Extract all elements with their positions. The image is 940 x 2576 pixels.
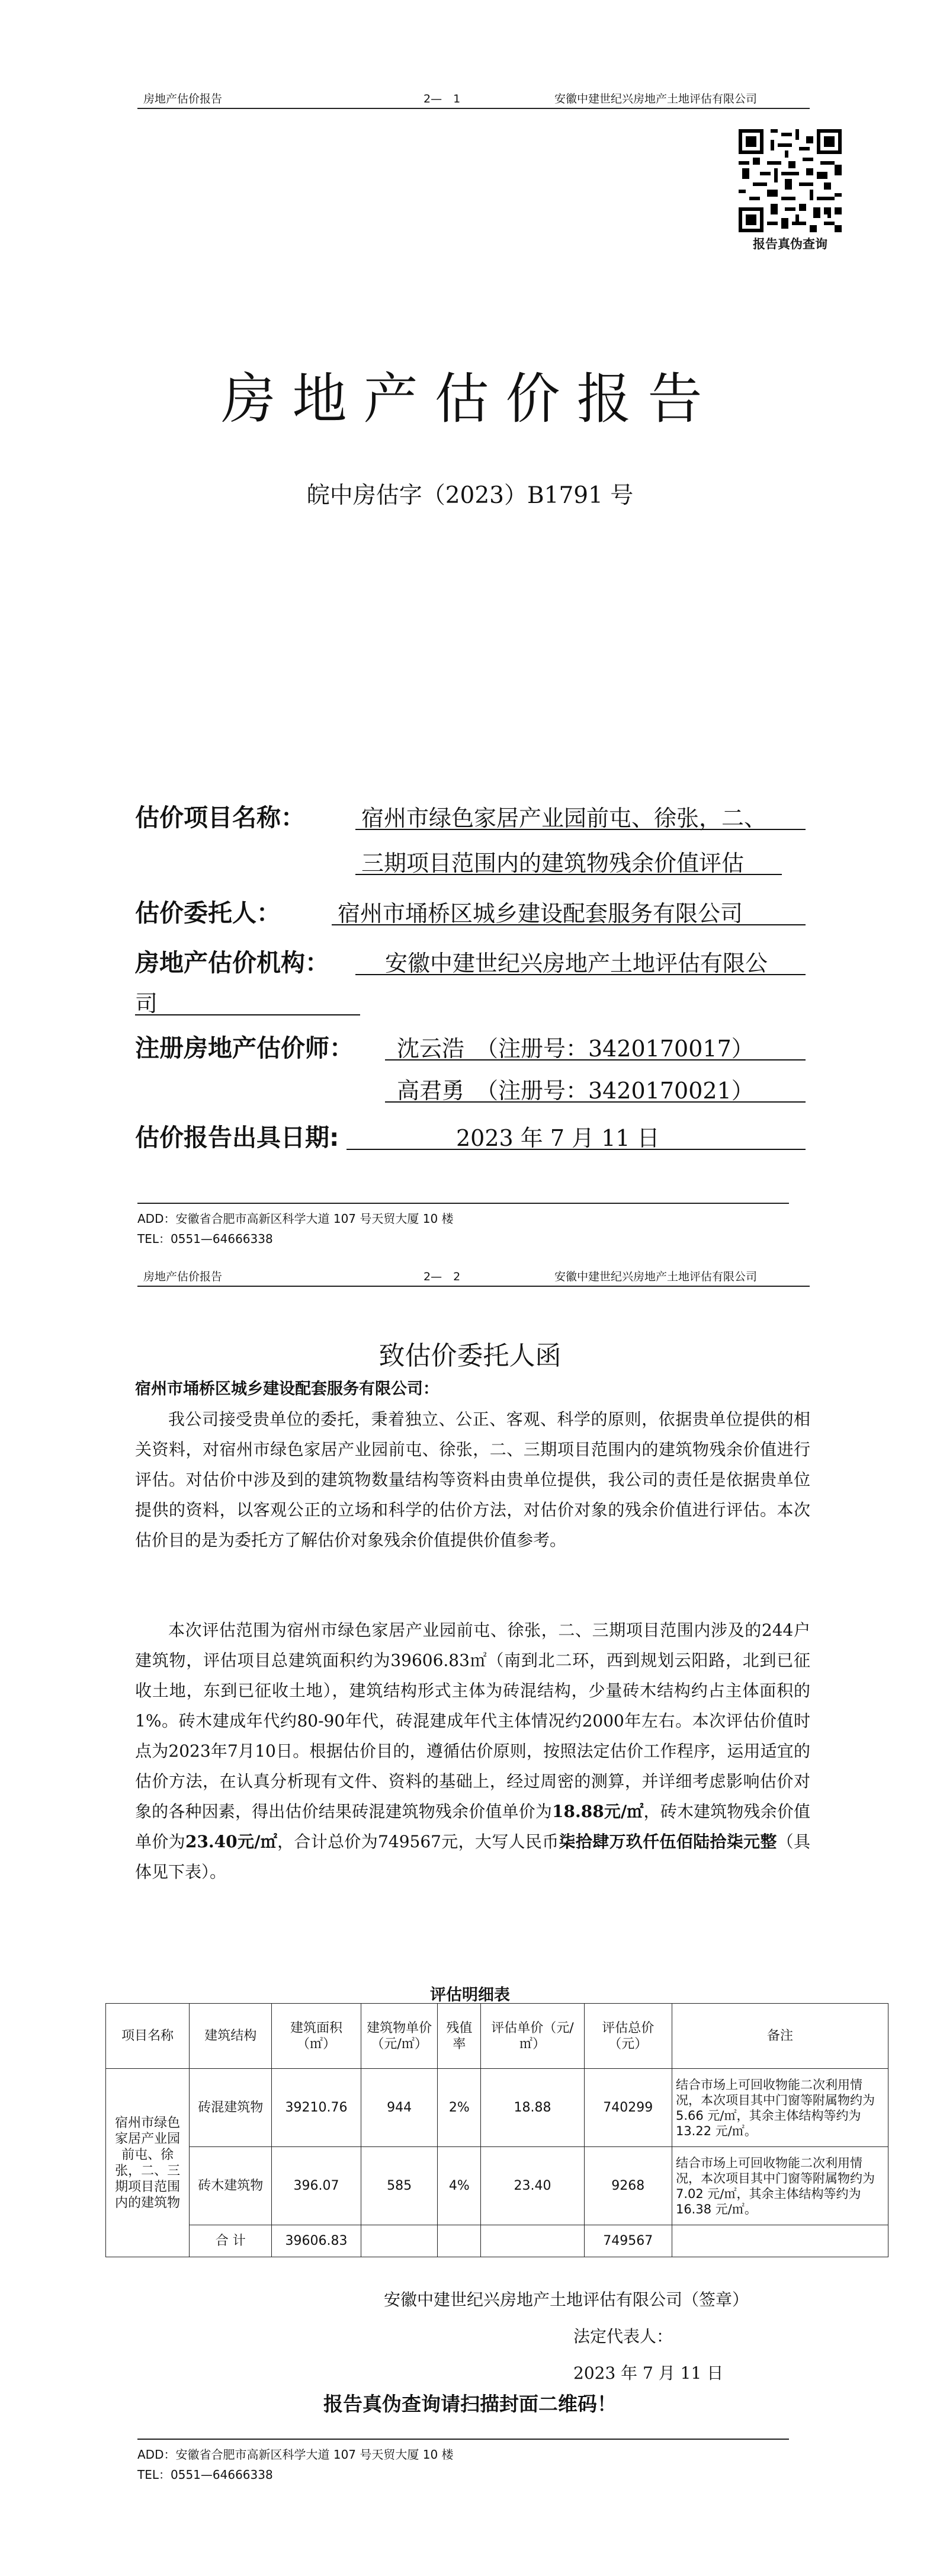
project-name-line1: 宿州市绿色家居产业园前屯、徐张，二、 bbox=[361, 805, 767, 831]
table-row: 砖木建筑物 396.07 585 4% 23.40 9268 结合市场上可回收物能二次利用情况，本次项目其中门窗等附属物约为 7.02 元/㎡，其余主体结构等约为 16.38 元/㎡。 bbox=[106, 2147, 888, 2225]
appraiser-label: 注册房地产估价师： bbox=[135, 1034, 354, 1062]
table-header: 建筑物单价（元/㎡） bbox=[361, 2004, 438, 2069]
page1-header-page: 2— 1 bbox=[424, 92, 461, 105]
total-amount-chinese: 柒拾肆万玖仟伍佰陆拾柒元整 bbox=[559, 1832, 777, 1851]
table-header: 评估单价（元/㎡） bbox=[481, 2004, 584, 2069]
page1-header-right: 安徽中建世纪兴房地产土地评估有限公司 bbox=[554, 92, 758, 105]
table-header: 建筑面积（㎡） bbox=[272, 2004, 361, 2069]
table-header: 项目名称 bbox=[106, 2004, 190, 2069]
project-name-label: 估价项目名称： bbox=[135, 803, 305, 832]
project-name-line2: 三期项目范围内的建筑物残余价值评估 bbox=[361, 850, 745, 876]
table-header: 评估总价（元） bbox=[584, 2004, 672, 2069]
report-number: 皖中房估字（2023）B1791 号 bbox=[306, 482, 634, 509]
qr-code-icon[interactable] bbox=[739, 129, 842, 232]
table-row: 宿州市绿色家居产业园前屯、徐张，二、三期项目范围内的建筑物 砖混建筑物 39210.76 944 2% 18.88 740299 结合市场上可回收物能二次利用情况，本次项目其中门窗等附属物约为 5.66 元/㎡，其余主体结构等约为 13.22 元/㎡。 bbox=[106, 2069, 888, 2147]
page1-header-rule bbox=[137, 108, 810, 109]
page1-footer-tel: TEL：0551—64666338 bbox=[137, 1232, 273, 1246]
client-value: 宿州市埇桥区城乡建设配套服务有限公司 bbox=[338, 901, 743, 927]
report-date-value: 2023 年 7 月 11 日 bbox=[456, 1125, 660, 1151]
page2-header-left: 房地产估价报告 bbox=[143, 1270, 223, 1283]
table-sum-row: 合 计 39606.83 749567 bbox=[106, 2225, 888, 2257]
agency-line1: 安徽中建世纪兴房地产土地评估有限公 bbox=[385, 950, 768, 976]
agency-line2: 司 bbox=[135, 991, 158, 1017]
brick-concrete-unit-price: 18.88元/㎡ bbox=[552, 1802, 644, 1821]
table-header: 残值率 bbox=[438, 2004, 481, 2069]
agency-label: 房地产估价机构： bbox=[135, 949, 329, 977]
valuation-detail-table bbox=[105, 2003, 888, 2257]
letter-heading: 致估价委托人函 bbox=[378, 1341, 562, 1371]
page2-footer-tel: TEL：0551—64666338 bbox=[137, 2468, 273, 2482]
appraiser-2: 高君勇 （注册号：3420170021） bbox=[397, 1078, 754, 1104]
page2-footer-address: ADD：安徽省合肥市高新区科学大道 107 号天贸大厦 10 楼 bbox=[137, 2447, 454, 2462]
signature-company: 安徽中建世纪兴房地产土地评估有限公司（签章） bbox=[384, 2290, 749, 2309]
page2-header-right: 安徽中建世纪兴房地产土地评估有限公司 bbox=[554, 1270, 758, 1283]
letter-paragraph-2: 本次评估范围为宿州市绿色家居产业园前屯、徐张，二、三期项目范围内涉及的244户建筑物，评估项目总建筑面积约为39606.83㎡（南到北二环，西到规划云阳路，北到已征收土地，东到已征收土地），建筑结构形式主体为砖混结构，少量砖木结构约占主体面积的1%。砖木建成年代约80-90年代，砖混建成年代主体情况约2000年左右。本次评估价值时点为2023年7月10日。根据估价目的，遵循估价原则，按照法定估价工作程序，运用适宜的估价方法，在认真分析现有文件、资料的基础上，经过周密的测算，并详细考虑影响估价对象的各种因素，得出估价结果砖混建筑物残余价值单价为18.88元/㎡，砖木建筑物残余价值单价为23.40元/㎡，合计总价为749567元，大写人民币柒拾肆万玖仟伍佰陆拾柒元整（具体见下表）。 bbox=[135, 1620, 810, 1882]
client-label: 估价委托人： bbox=[135, 899, 281, 927]
brick-wood-unit-price: 23.40元/㎡ bbox=[185, 1832, 278, 1851]
report-title: 房地产估价报告 bbox=[221, 367, 719, 431]
table-header: 备注 bbox=[672, 2004, 888, 2069]
table-header: 建筑结构 bbox=[190, 2004, 272, 2069]
page1-header-left: 房地产估价报告 bbox=[143, 92, 223, 105]
table-title: 评估明细表 bbox=[430, 1986, 510, 2004]
project-name-cell: 宿州市绿色家居产业园前屯、徐张，二、三期项目范围内的建筑物 bbox=[106, 2069, 190, 2257]
authenticity-notice: 报告真伪查询请扫描封面二维码！ bbox=[323, 2392, 617, 2415]
page1-footer-address: ADD：安徽省合肥市高新区科学大道 107 号天贸大厦 10 楼 bbox=[137, 1212, 454, 1226]
letter-addressee: 宿州市埇桥区城乡建设配套服务有限公司： bbox=[135, 1380, 439, 1398]
legal-representative: 法定代表人： bbox=[573, 2327, 673, 2346]
letter-paragraph-1: 我公司接受贵单位的委托，秉着独立、公正、客观、科学的原则，依据贵单位提供的相关资料，对宿州市绿色家居产业园前屯、徐张，二、三期项目范围内的建筑物残余价值进行评估。对估价中涉及到的建筑物数量结构等资料由贵单位提供，我公司的责任是依据贵单位提供的资料，以客观公正的立场和科学的估价方法，对估价对象的残余价值进行评估。本次估价目的是为委托方了解估价对象残余价值提供价值参考。 bbox=[135, 1409, 810, 1550]
signature-date: 2023 年 7 月 11 日 bbox=[573, 2363, 724, 2383]
report-date-label: 估价报告出具日期: bbox=[135, 1123, 339, 1152]
appraiser-1: 沈云浩 （注册号：3420170017） bbox=[397, 1036, 754, 1062]
qr-caption: 报告真伪查询 bbox=[753, 237, 827, 251]
page2-header-page: 2— 2 bbox=[424, 1270, 461, 1283]
